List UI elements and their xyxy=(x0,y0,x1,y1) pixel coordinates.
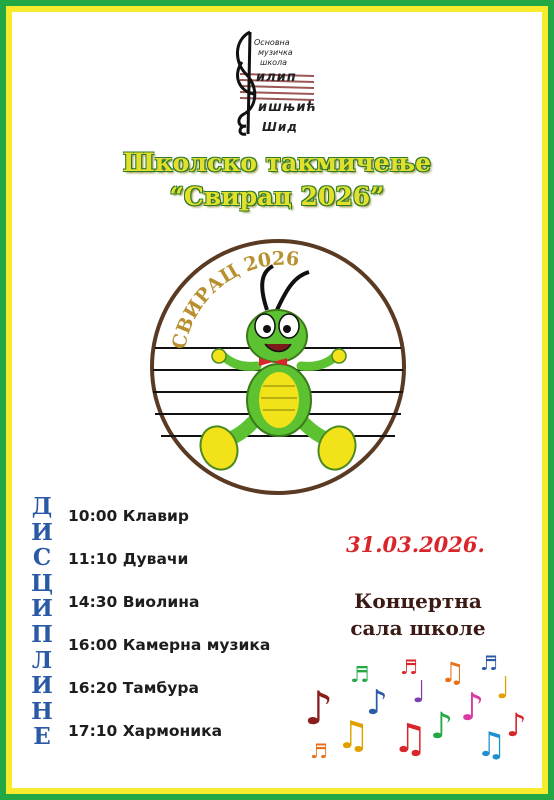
disciplines-letter: Л xyxy=(31,646,53,674)
schedule-item: 17:10 Хармоника xyxy=(68,722,223,740)
title-line-1: Школско такмичење xyxy=(122,148,432,177)
disciplines-letter: И xyxy=(31,518,53,546)
disciplines-letter: Д xyxy=(31,493,53,520)
schedule-list xyxy=(68,507,270,765)
svg-text:♪: ♪ xyxy=(430,706,453,747)
school-logo xyxy=(228,22,332,140)
schedule-item: 11:10 Дувачи xyxy=(68,550,189,568)
disciplines-letter: Н xyxy=(31,697,53,725)
svg-text:♫: ♫ xyxy=(336,713,371,757)
svg-text:♫: ♫ xyxy=(392,716,428,762)
logo-city: Шид xyxy=(262,120,298,134)
schedule-item: 16:20 Тамбура xyxy=(68,679,199,697)
svg-text:♫: ♫ xyxy=(476,725,507,762)
svg-text:♬: ♬ xyxy=(480,652,498,675)
svg-text:♪: ♪ xyxy=(506,706,527,744)
svg-text:♬: ♬ xyxy=(400,655,418,679)
disciplines-letter: П xyxy=(31,620,53,648)
event-date: 31.03.2026. xyxy=(346,532,485,557)
cricket-emblem xyxy=(149,238,407,496)
title-line-2: “Свирац 2026” xyxy=(169,182,385,211)
emblem-arc-text: СВИРАЦ 2026 xyxy=(168,247,301,352)
svg-text:♪: ♪ xyxy=(460,685,485,729)
svg-text:♫: ♫ xyxy=(440,656,466,689)
venue-line-2: сала школе xyxy=(350,616,486,640)
svg-text:♪: ♪ xyxy=(304,681,334,735)
svg-text:♩: ♩ xyxy=(496,671,511,706)
venue xyxy=(320,588,516,642)
logo-line-1: Основна xyxy=(254,38,290,47)
logo-line-2: музичка xyxy=(258,48,293,57)
disciplines-letter: Е xyxy=(33,723,51,751)
schedule-item: 16:00 Камерна музика xyxy=(68,636,271,654)
logo-name-1: илип xyxy=(256,70,297,85)
svg-text:♪: ♪ xyxy=(366,683,388,723)
disciplines-letter: Ц xyxy=(30,569,54,597)
svg-text:♬: ♬ xyxy=(350,663,370,688)
schedule-item: 14:30 Виолина xyxy=(68,593,200,611)
venue-line-1: Концертна xyxy=(354,589,482,613)
schedule-item: 10:00 Клавир xyxy=(68,507,189,525)
music-notes-icon xyxy=(300,652,534,762)
disciplines-letter: И xyxy=(31,595,53,623)
svg-text:♬: ♬ xyxy=(310,739,328,762)
disciplines-letter: С xyxy=(32,544,52,572)
disciplines-letter: И xyxy=(31,672,53,700)
disciplines-label xyxy=(28,494,56,750)
svg-text:♩: ♩ xyxy=(412,675,427,710)
logo-line-3: школа xyxy=(260,58,288,67)
logo-name-2: ишњић xyxy=(258,100,317,115)
